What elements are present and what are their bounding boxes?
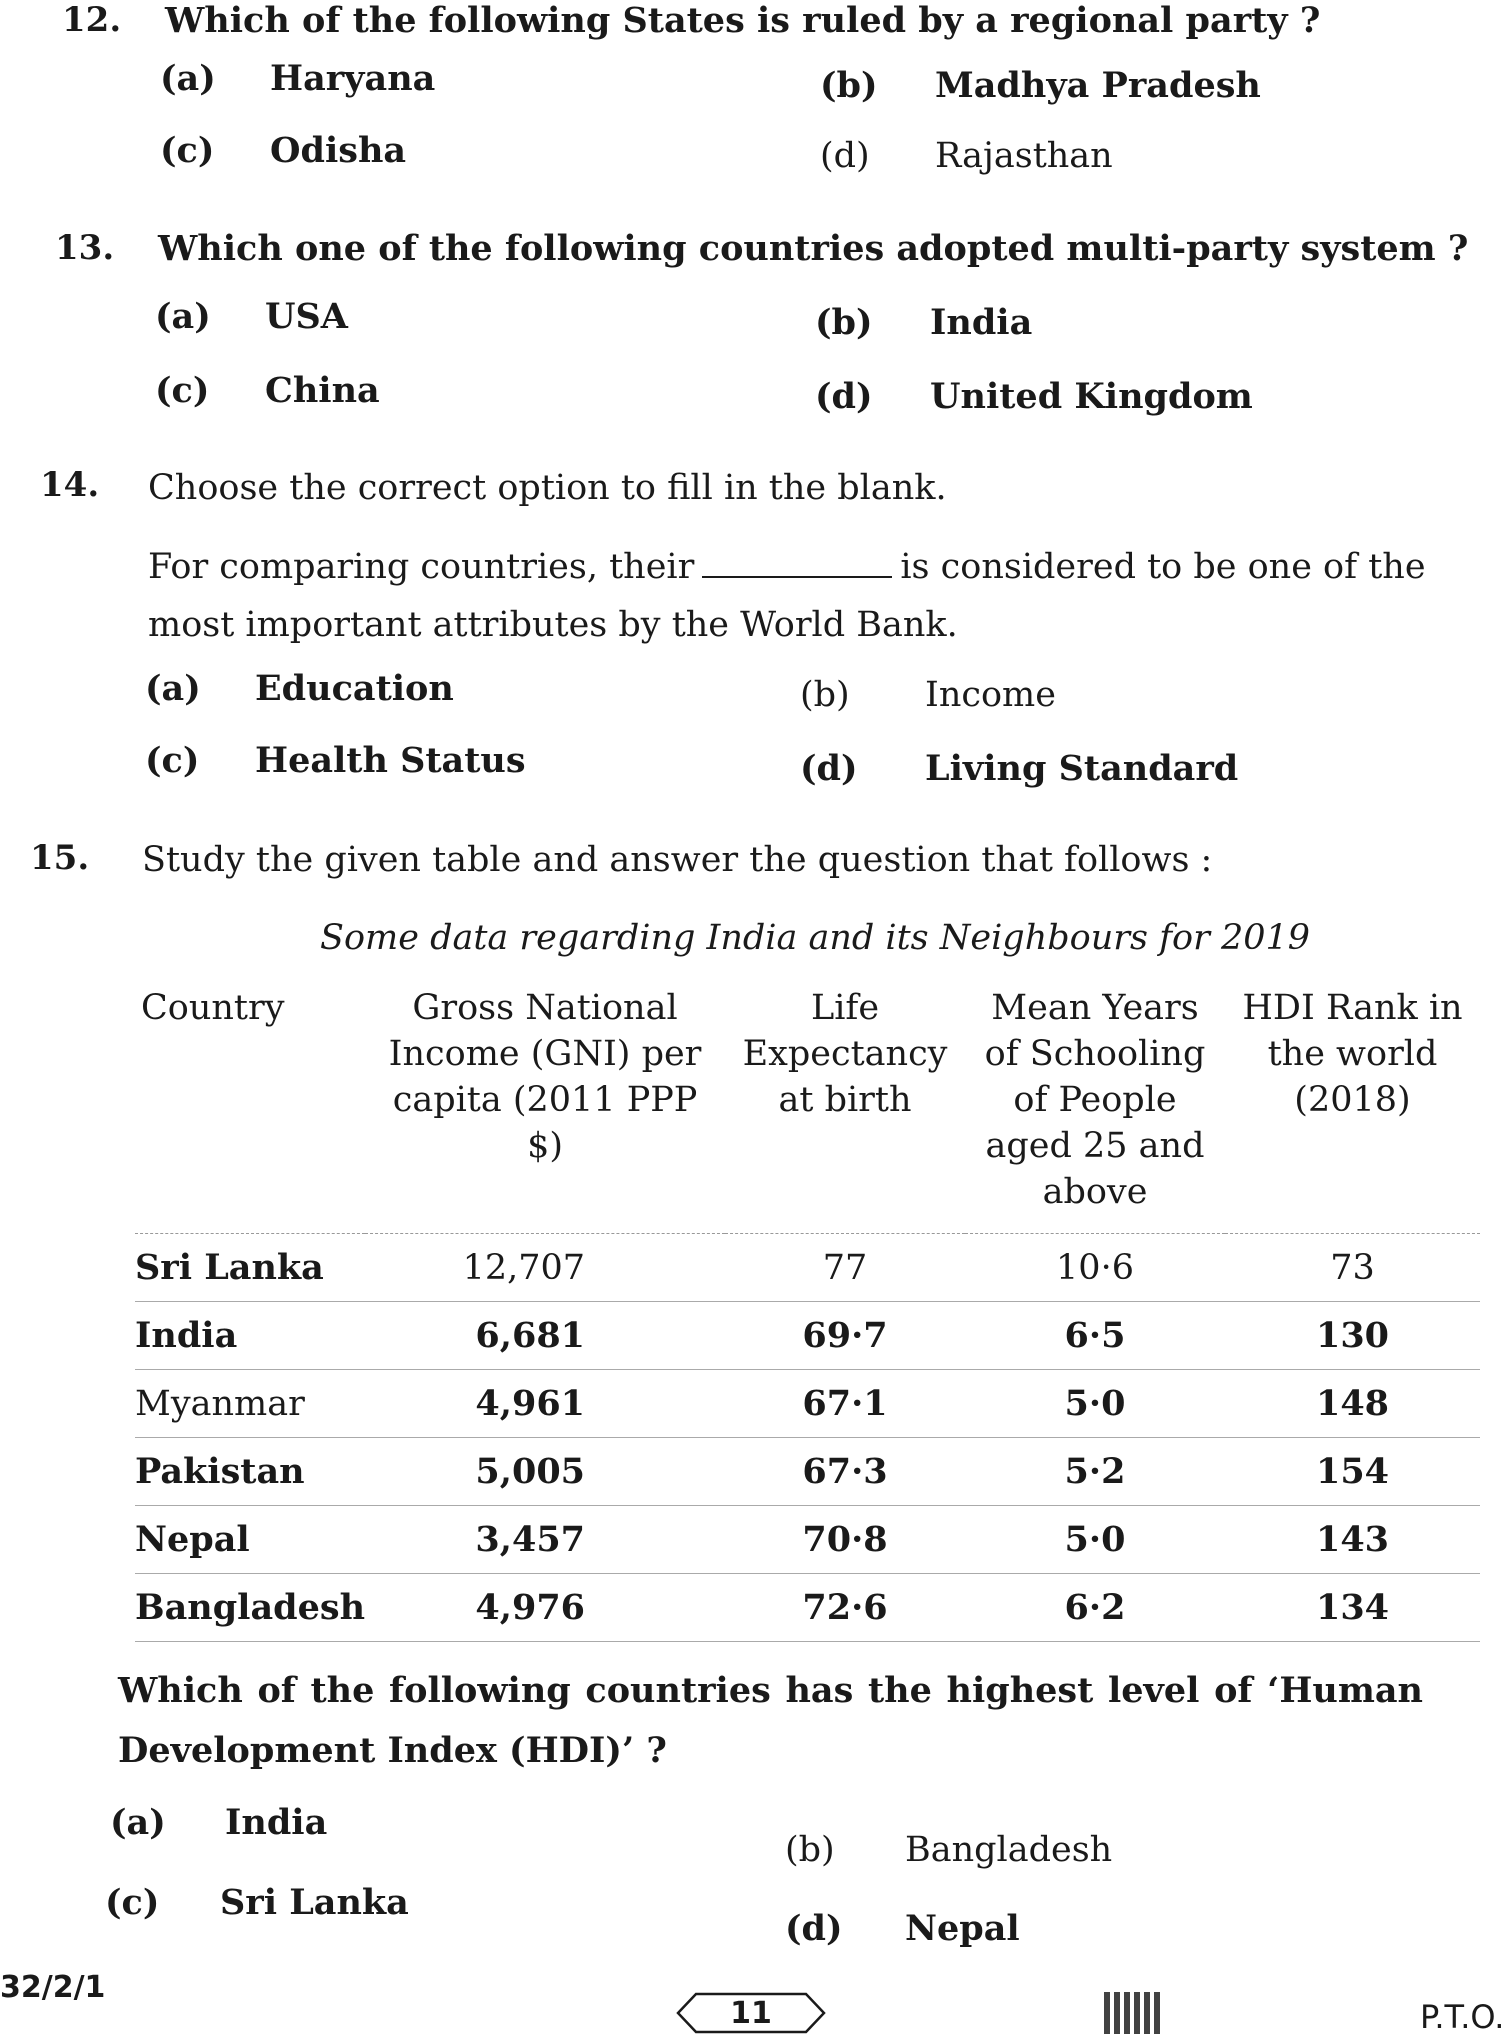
header-country: Country [135, 985, 365, 1234]
option-text: USA [265, 296, 348, 337]
table-header-row [135, 985, 1480, 1234]
blank-line [702, 546, 892, 578]
cell-life-expectancy: 70·8 [725, 1506, 965, 1574]
cell-mean-schooling: 10·6 [965, 1234, 1225, 1302]
cell-country: Sri Lanka [135, 1234, 365, 1302]
option-a[interactable] [110, 1802, 327, 1843]
option-letter: (d) [820, 136, 870, 176]
passage-after: is considered to be one of the most important attributes by the World Bank. [148, 547, 1426, 645]
cell-life-expectancy: 67·1 [725, 1370, 965, 1438]
cell-country: Pakistan [135, 1438, 365, 1506]
cell-life-expectancy: 67·3 [725, 1438, 965, 1506]
please-turn-over: P.T.O. [1420, 1998, 1505, 2034]
option-c[interactable] [145, 740, 526, 781]
cell-mean-schooling: 5·0 [965, 1370, 1225, 1438]
cell-mean-schooling: 6·2 [965, 1574, 1225, 1642]
option-d[interactable] [800, 748, 1238, 789]
header-mean-schooling: Mean Years of Schooling of People aged 25 and above [965, 985, 1225, 1234]
question-text: Which one of the following countries adopted multi-party system ? [158, 228, 1469, 269]
option-text: Income [925, 675, 1056, 715]
paper-code: 32/2/1 [0, 1970, 106, 2005]
question-number: 13. [55, 228, 115, 268]
option-letter: (b) [820, 65, 878, 106]
fill-blank-passage [148, 538, 1438, 654]
option-letter: (b) [785, 1830, 835, 1870]
table-row [135, 1370, 1480, 1438]
cell-gni: 4,976 [365, 1574, 725, 1642]
option-letter: (c) [145, 740, 200, 781]
question-number: 14. [40, 465, 100, 505]
cell-gni: 3,457 [365, 1506, 725, 1574]
cell-life-expectancy: 69·7 [725, 1302, 965, 1370]
cell-gni: 6,681 [365, 1302, 725, 1370]
option-text: India [225, 1802, 328, 1843]
option-b[interactable] [800, 675, 1056, 715]
header-gni: Gross National Income (GNI) per capita (2011 PPP $) [365, 985, 725, 1234]
cell-mean-schooling: 6·5 [965, 1302, 1225, 1370]
cell-life-expectancy: 77 [725, 1234, 965, 1302]
option-text: Nepal [905, 1908, 1020, 1949]
cell-life-expectancy: 72·6 [725, 1574, 965, 1642]
option-c[interactable] [105, 1882, 409, 1923]
option-b[interactable] [785, 1830, 1112, 1870]
option-text: Education [255, 668, 454, 709]
option-letter: (c) [160, 130, 215, 171]
option-d[interactable] [820, 136, 1113, 176]
option-b[interactable] [820, 65, 1261, 106]
option-text: United Kingdom [930, 376, 1253, 417]
option-text: Rajasthan [935, 136, 1113, 176]
cell-country: India [135, 1302, 365, 1370]
question-number: 15. [30, 838, 90, 878]
table-row [135, 1506, 1480, 1574]
table-row [135, 1302, 1480, 1370]
qr-code-icon [1104, 1992, 1160, 2034]
option-letter: (b) [815, 302, 873, 343]
table-row [135, 1234, 1480, 1302]
neighbours-data-table [135, 985, 1480, 1642]
cell-country: Myanmar [135, 1370, 365, 1438]
option-letter: (d) [800, 748, 858, 789]
table-row [135, 1574, 1480, 1642]
cell-hdi-rank: 134 [1225, 1574, 1480, 1642]
option-letter: (d) [815, 376, 873, 417]
passage-before: For comparing countries, their [148, 547, 695, 587]
option-b[interactable] [815, 302, 1032, 343]
option-d[interactable] [815, 376, 1253, 417]
question-text: Study the given table and answer the question that follows : [142, 840, 1213, 880]
question-text: Which of the following States is ruled by a regional party ? [165, 0, 1321, 41]
option-c[interactable] [160, 130, 406, 171]
cell-country: Nepal [135, 1506, 365, 1574]
option-a[interactable] [155, 296, 348, 337]
option-a[interactable] [145, 668, 454, 709]
cell-hdi-rank: 154 [1225, 1438, 1480, 1506]
option-text: China [265, 370, 380, 411]
table-caption: Some data regarding India and its Neighbours for 2019 [320, 918, 1311, 958]
option-text: Health Status [255, 740, 526, 781]
question-text: Choose the correct option to fill in the blank. [148, 468, 947, 508]
cell-hdi-rank: 148 [1225, 1370, 1480, 1438]
cell-mean-schooling: 5·2 [965, 1438, 1225, 1506]
option-letter: (a) [160, 58, 216, 99]
option-letter: (c) [105, 1882, 160, 1923]
page-number: 11 [730, 1996, 772, 2031]
option-c[interactable] [155, 370, 380, 411]
cell-gni: 12,707 [365, 1234, 725, 1302]
question-15-line-1: Which of the following countries has the highest level of ‘Human [118, 1670, 1423, 1711]
option-text: Sri Lanka [220, 1882, 409, 1923]
option-text: Bangladesh [905, 1830, 1113, 1870]
table-row [135, 1438, 1480, 1506]
option-letter: (a) [145, 668, 201, 709]
page-number-badge [676, 1992, 826, 2034]
cell-mean-schooling: 5·0 [965, 1506, 1225, 1574]
option-letter: (b) [800, 675, 850, 715]
cell-gni: 5,005 [365, 1438, 725, 1506]
cell-hdi-rank: 143 [1225, 1506, 1480, 1574]
option-text: India [930, 302, 1033, 343]
cell-hdi-rank: 73 [1225, 1234, 1480, 1302]
option-letter: (a) [110, 1802, 166, 1843]
header-life-expectancy: Life Expectancy at birth [725, 985, 965, 1234]
cell-hdi-rank: 130 [1225, 1302, 1480, 1370]
cell-gni: 4,961 [365, 1370, 725, 1438]
option-letter: (c) [155, 370, 210, 411]
option-a[interactable] [160, 58, 435, 99]
question-number: 12. [62, 0, 122, 40]
option-text: Odisha [270, 130, 407, 171]
cell-country: Bangladesh [135, 1574, 365, 1642]
option-text: Living Standard [925, 748, 1239, 789]
option-d[interactable] [785, 1908, 1020, 1949]
option-letter: (a) [155, 296, 211, 337]
question-15-line-2: Development Index (HDI)’ ? [118, 1730, 667, 1771]
option-text: Haryana [270, 58, 436, 99]
option-text: Madhya Pradesh [935, 65, 1261, 106]
header-hdi-rank: HDI Rank in the world (2018) [1225, 985, 1480, 1234]
option-letter: (d) [785, 1908, 843, 1949]
